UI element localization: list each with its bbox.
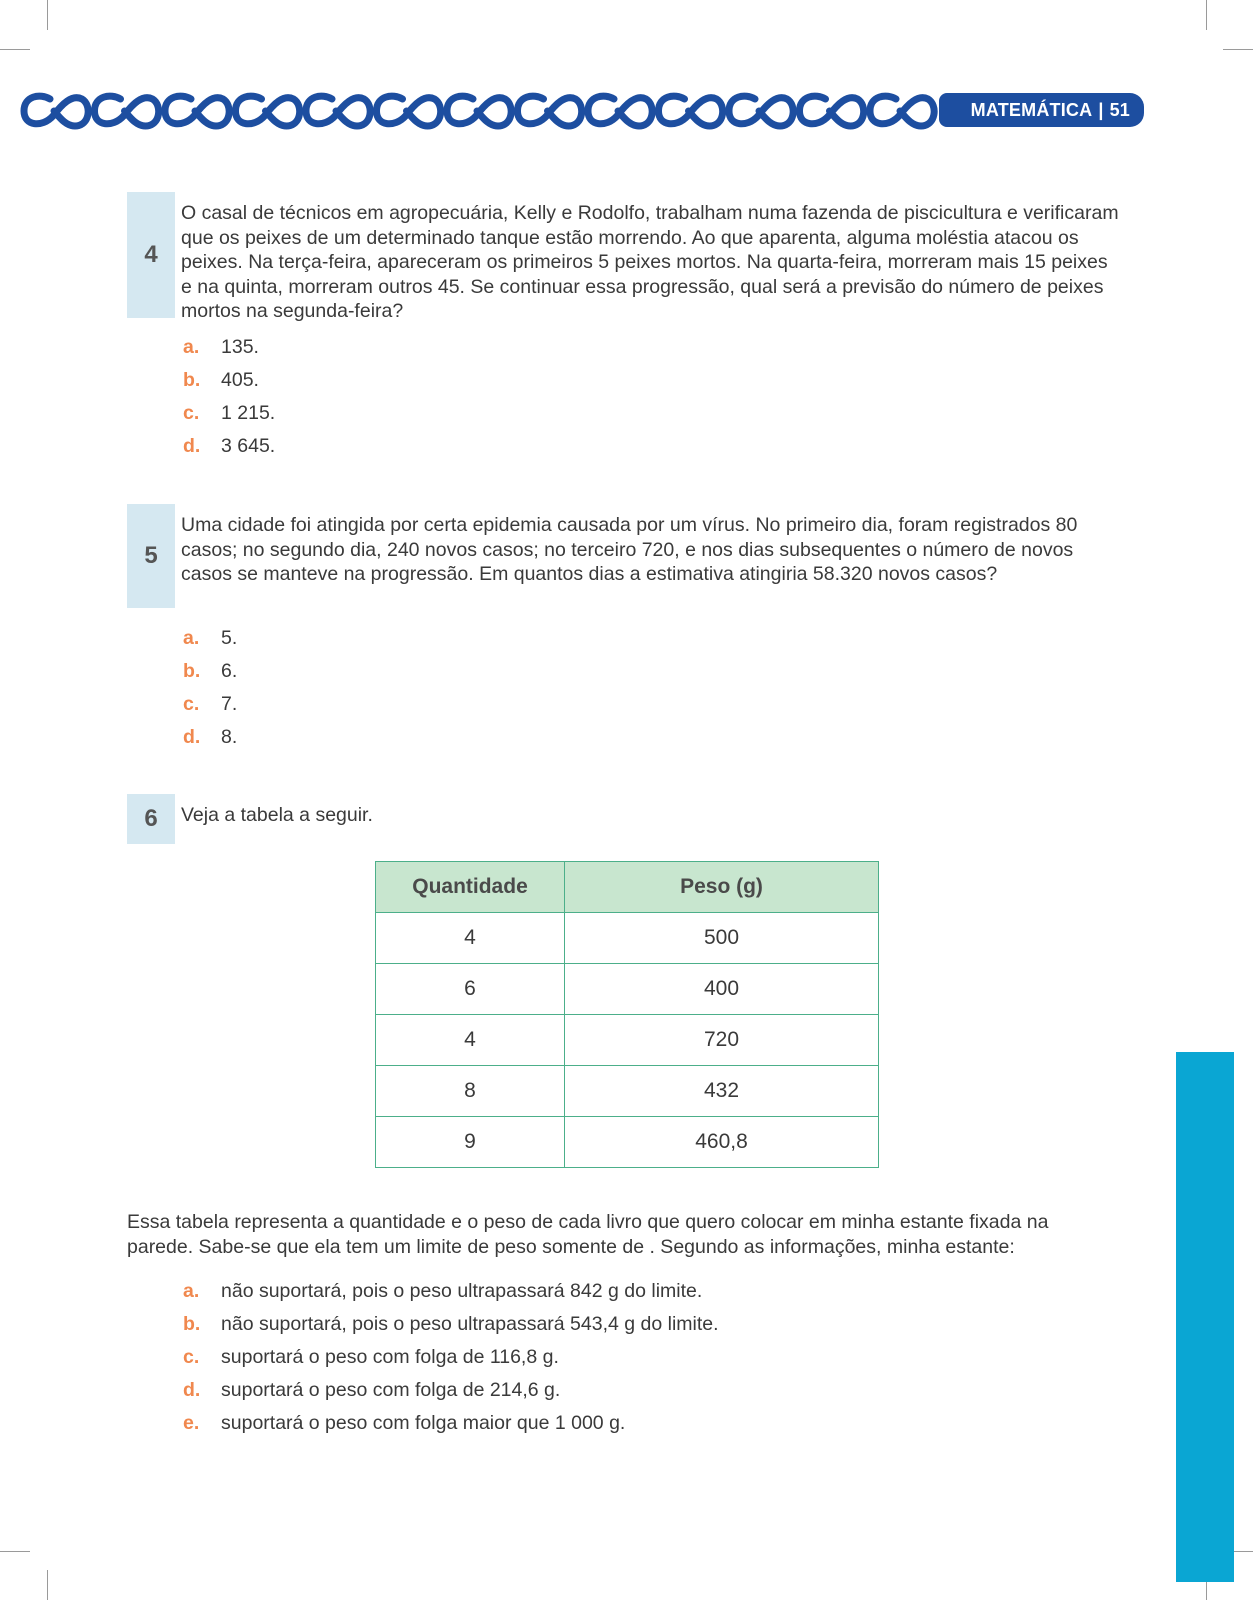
option[interactable]: [183, 721, 237, 754]
option[interactable]: [183, 655, 237, 688]
option-text: 1 215.: [221, 402, 276, 424]
option[interactable]: [183, 688, 237, 721]
ribbon-loop: [24, 96, 88, 126]
option-letter: b.: [183, 660, 201, 682]
table-cell: 400: [565, 964, 879, 1015]
option-text: não suportará, pois o peso ultrapassará 543,4 g do limite.: [221, 1313, 719, 1335]
option[interactable]: [183, 331, 275, 364]
table-cell: 4: [376, 913, 565, 964]
crop-mark: [0, 49, 30, 50]
ribbon-loop: [377, 96, 441, 126]
table-row: [376, 913, 879, 964]
page-header: [18, 90, 1128, 132]
subject-label: MATEMÁTICA: [970, 99, 1093, 120]
crop-mark: [47, 0, 48, 30]
question-number: 4: [127, 192, 175, 318]
option[interactable]: [183, 1407, 719, 1440]
crop-mark: [1206, 0, 1207, 30]
ribbon-loop: [236, 96, 300, 126]
decorative-ribbon: [18, 90, 938, 132]
crop-mark: [1223, 49, 1253, 50]
option-letter: a.: [183, 627, 200, 649]
side-tab: [1176, 1052, 1234, 1582]
table-cell: 460,8: [565, 1117, 879, 1168]
option-text: não suportará, pois o peso ultrapassará 842 g do limite.: [221, 1280, 703, 1302]
ribbon-loop: [165, 96, 229, 126]
options-list: [183, 331, 275, 463]
crop-mark: [0, 1551, 30, 1552]
page-number: 51: [1109, 99, 1130, 120]
question-number: 6: [127, 794, 175, 844]
ribbon-loop: [518, 96, 582, 126]
option-text: suportará o peso com folga de 214,6 g.: [221, 1379, 561, 1401]
option-text: suportará o peso com folga maior que 1 000 g.: [221, 1412, 626, 1434]
table-cell: 720: [565, 1015, 879, 1066]
table-cell: 9: [376, 1117, 565, 1168]
option[interactable]: [183, 1341, 719, 1374]
option-text: 8.: [221, 726, 238, 748]
option-letter: b.: [183, 369, 201, 391]
option-text: 7.: [221, 693, 238, 715]
table-cell: 8: [376, 1066, 565, 1117]
question-number: 5: [127, 504, 175, 608]
option-letter: d.: [183, 1379, 201, 1401]
ribbon-loop: [306, 96, 370, 126]
option-letter: a.: [183, 336, 200, 358]
ribbon-loop: [659, 96, 723, 126]
page-badge: [939, 93, 1144, 127]
ribbon-loop: [800, 96, 864, 126]
option[interactable]: [183, 397, 275, 430]
column-header: Peso (g): [565, 862, 879, 913]
table-cell: 4: [376, 1015, 565, 1066]
option[interactable]: [183, 364, 275, 397]
table-row: [376, 1015, 879, 1066]
option[interactable]: [183, 1275, 719, 1308]
option-letter: a.: [183, 1280, 200, 1302]
option-letter: c.: [183, 402, 200, 424]
ribbon-loop: [729, 96, 793, 126]
option-letter: b.: [183, 1313, 201, 1335]
option-letter: d.: [183, 726, 201, 748]
badge-separator: |: [1098, 99, 1104, 120]
crop-mark: [47, 1570, 48, 1600]
option-text: 5.: [221, 627, 238, 649]
table-row: [376, 1117, 879, 1168]
question-text: Uma cidade foi atingida por certa epidemia causada por um vírus. No primeiro dia, foram registrados 80 casos; no segundo dia, 240 novos casos; no terceiro 720, e nos dias subsequentes o número de novos casos se manteve na progressão. Em quantos dias a estimativa atingiria 58.320 novos casos?: [181, 514, 1078, 585]
ribbon-loop: [870, 96, 934, 126]
column-header: Quantidade: [376, 862, 565, 913]
options-list: [183, 1275, 719, 1440]
ribbon-loop: [95, 96, 159, 126]
option-text: suportará o peso com folga de 116,8 g.: [221, 1346, 559, 1368]
weight-table: [375, 861, 879, 1168]
option-text: 3 645.: [221, 435, 276, 457]
table-cell: 500: [565, 913, 879, 964]
option[interactable]: [183, 430, 275, 463]
option[interactable]: [183, 1374, 719, 1407]
option-text: 135.: [221, 336, 259, 358]
table-header-row: [376, 862, 879, 913]
option-text: 6.: [221, 660, 238, 682]
table-cell: 6: [376, 964, 565, 1015]
option[interactable]: [183, 1308, 719, 1341]
ribbon-loop: [447, 96, 511, 126]
table-cell: 432: [565, 1066, 879, 1117]
table-row: [376, 964, 879, 1015]
question-continuation-text: Essa tabela representa a quantidade e o peso de cada livro que quero colocar em minha estante fixada na parede. Sabe-se que ela tem um limite de peso somente de . Segundo as informações, minha estante:: [127, 1211, 1049, 1258]
option[interactable]: [183, 622, 237, 655]
table-row: [376, 1066, 879, 1117]
ribbon-loop: [588, 96, 652, 126]
option-letter: c.: [183, 1346, 200, 1368]
option-letter: d.: [183, 435, 201, 457]
options-list: [183, 622, 237, 754]
option-letter: c.: [183, 693, 200, 715]
option-text: 405.: [221, 369, 259, 391]
question-text: O casal de técnicos em agropecuária, Kelly e Rodolfo, trabalham numa fazenda de piscicultura e verificaram que os peixes de um determinado tanque estão morrendo. Ao que aparenta, alguma moléstia atacou os peixes. Na terça-feira, apareceram os primeiros 5 peixes mortos. Na quarta-feira, morreram mais 15 peixes e na quinta, morreram outros 45. Se continuar essa progressão, qual será a previsão do número de peixes mortos na segunda-feira?: [181, 202, 1119, 322]
question-text: Veja a tabela a seguir.: [181, 804, 373, 826]
option-letter: e.: [183, 1412, 200, 1434]
